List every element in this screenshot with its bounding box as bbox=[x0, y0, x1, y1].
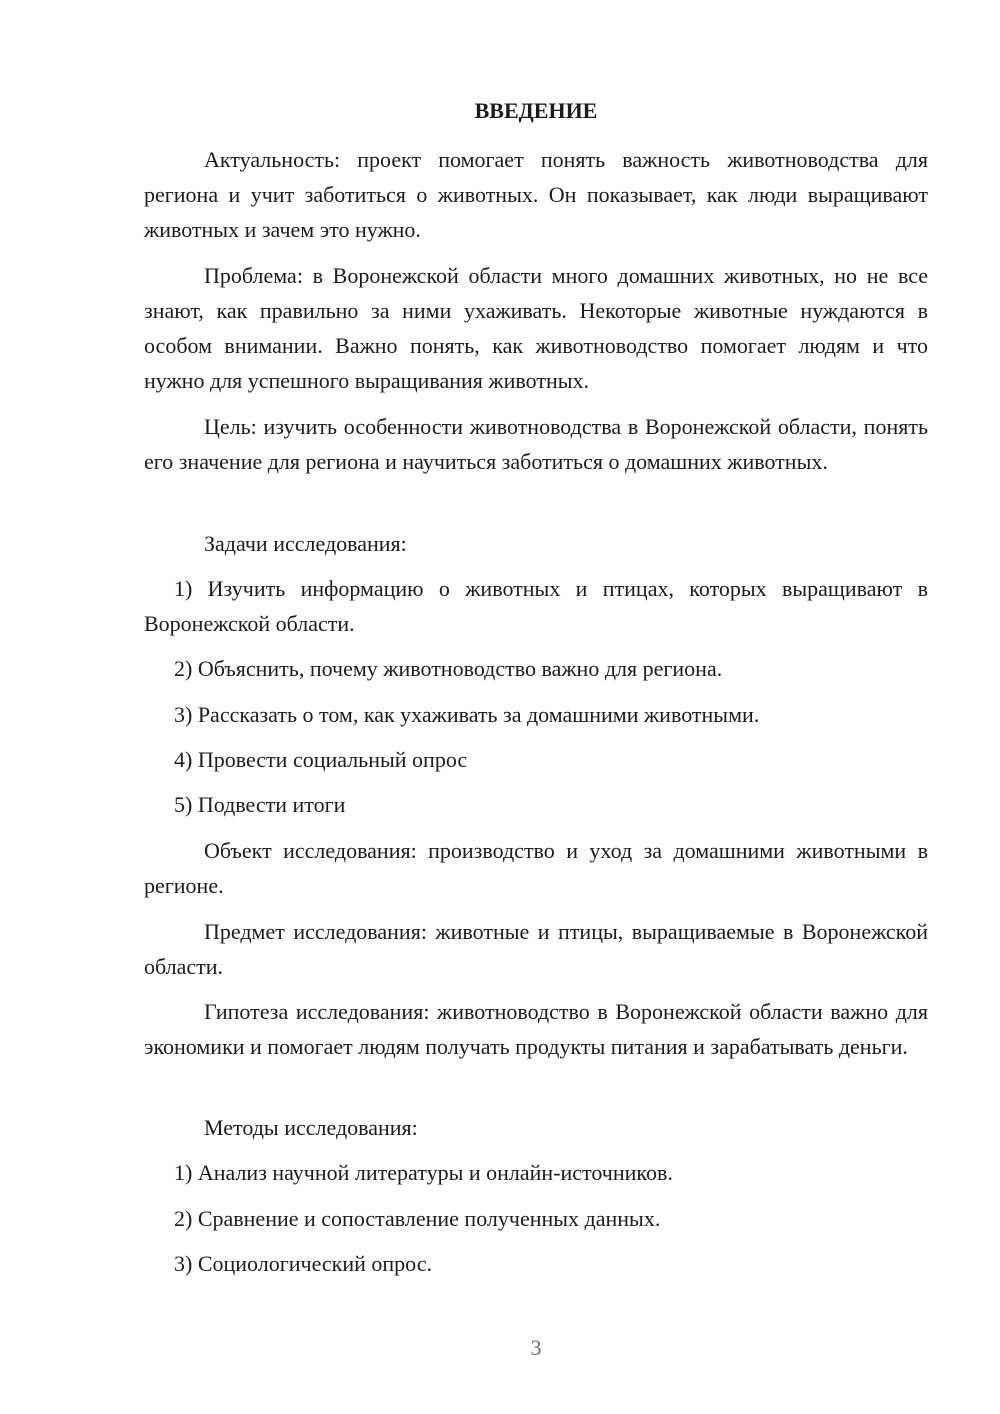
list-item-task-5: 5) Подвести итоги bbox=[174, 792, 346, 817]
list-item-task-1: 1) Изучить информацию о животных и птицах, которых выращивают в Воронежской области. bbox=[144, 576, 928, 636]
paragraph-subject: Предмет исследования: животные и птицы, выращиваемые в Воронежской области. bbox=[144, 919, 928, 979]
section-title: ВВЕДЕНИЕ bbox=[474, 98, 598, 123]
paragraph-methods-heading: Методы исследования: bbox=[204, 1115, 418, 1140]
paragraph-tasks-heading: Задачи исследования: bbox=[204, 531, 407, 556]
list-item-task-4: 4) Провести социальный опрос bbox=[174, 747, 468, 772]
paragraph-problem: Проблема: в Воронежской области много домашних животных, но не все знают, как правильно за ними ухаживать. Некоторые животные нуждаются в особом внимании. Важно понять, как животноводство помогает людям и что нужно для успешного выращивания животных. bbox=[144, 263, 928, 393]
paragraph-relevance: Актуальность: проект помогает понять важность животноводства для региона и учит заботиться о животных. Он показывает, как люди выращивают животных и зачем это нужно. bbox=[144, 147, 928, 242]
list-item-task-3: 3) Рассказать о том, как ухаживать за домашними животными. bbox=[174, 702, 760, 727]
list-item-method-1: 1) Анализ научной литературы и онлайн-источников. bbox=[174, 1160, 673, 1185]
paragraph-goal: Цель: изучить особенности животноводства в Воронежской области, понять его значение для региона и научиться заботиться о домашних животных. bbox=[144, 414, 928, 474]
list-item-method-2: 2) Сравнение и сопоставление полученных данных. bbox=[174, 1206, 661, 1231]
list-item-method-3: 3) Социологический опрос. bbox=[174, 1251, 432, 1276]
paragraph-object: Объект исследования: производство и уход за домашними животными в регионе. bbox=[144, 838, 928, 898]
document-page bbox=[144, 0, 928, 1414]
list-item-task-2: 2) Объяснить, почему животноводство важно для региона. bbox=[174, 656, 723, 681]
page-number: 3 bbox=[530, 1335, 542, 1360]
paragraph-hypothesis: Гипотеза исследования: животноводство в Воронежской области важно для экономики и помогает людям получать продукты питания и зарабатывать деньги. bbox=[144, 999, 928, 1059]
